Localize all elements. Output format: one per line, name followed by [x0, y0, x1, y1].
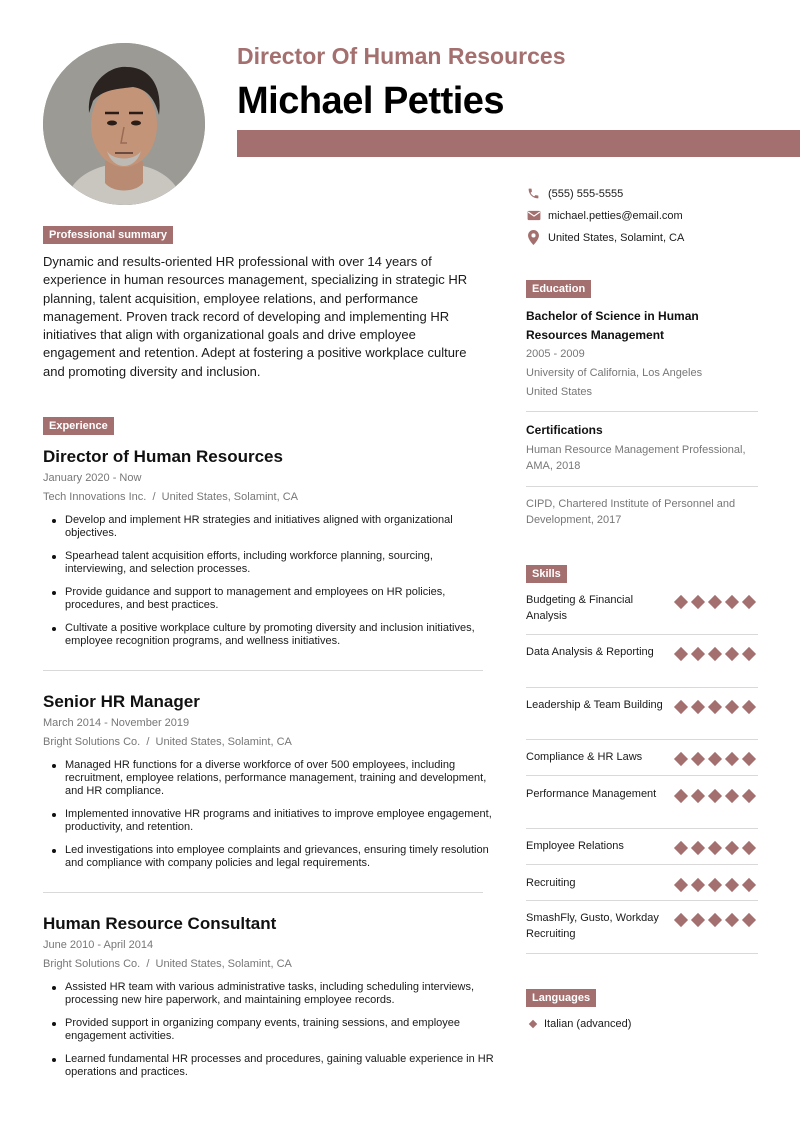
divider	[526, 775, 758, 776]
rating-diamond-icon	[725, 789, 739, 803]
education-degree: Bachelor of Science in Human Resources Management	[526, 309, 699, 342]
rating-diamond-icon	[742, 647, 756, 661]
list-item: Managed HR functions for a diverse workforce of over 500 employees, including recruitment, employee relations, performance management, training and development, and HR compliance.	[43, 759, 495, 798]
skill-name: Recruiting	[526, 877, 576, 889]
job-separator: /	[152, 491, 156, 503]
job-company: Bright Solutions Co.	[43, 958, 141, 970]
rating-diamond-icon	[742, 913, 756, 927]
language-name: Italian (advanced)	[544, 1018, 632, 1030]
divider	[526, 411, 758, 412]
rating-diamond-icon	[708, 841, 722, 855]
profile-photo	[43, 43, 205, 205]
divider	[526, 687, 758, 688]
job-title: Director of Human Resources	[43, 447, 283, 466]
skill-name: Leadership & Team Building	[526, 699, 663, 711]
rating-diamond-icon	[674, 647, 688, 661]
rating-diamond-icon	[674, 878, 688, 892]
skill-name: Performance Management	[526, 788, 657, 800]
rating-diamond-icon	[674, 841, 688, 855]
divider	[43, 892, 483, 893]
header-job-title: Director Of Human Resources	[237, 43, 566, 69]
contact-phone	[526, 186, 623, 201]
skill-rating	[674, 841, 756, 855]
header-name: Michael Petties	[237, 80, 505, 122]
job-bullets	[43, 514, 495, 648]
divider	[526, 828, 758, 829]
divider	[526, 634, 758, 635]
rating-diamond-icon	[691, 878, 705, 892]
job-separator: /	[146, 958, 150, 970]
skill-name: SmashFly, Gusto, Workday Recruiting	[526, 912, 659, 940]
rating-diamond-icon	[742, 752, 756, 766]
job-company-location	[43, 490, 495, 504]
certification-item: CIPD, Chartered Institute of Personnel and Development, 2017	[526, 498, 736, 526]
certification-item: Human Resource Management Professional, AMA, 2018	[526, 444, 746, 472]
language-item	[530, 1018, 631, 1030]
rating-diamond-icon	[725, 595, 739, 609]
list-item: Cultivate a positive workplace culture by promoting diversity and inclusion initiatives, employee recognition programs, and wellness initiatives.	[43, 622, 495, 648]
summary-text: Dynamic and results-oriented HR professional with over 14 years of experience in human resources management, specializing in strategic HR planning, talent acquisition, employee relations, and performance management. Proven track record of developing and implementing HR initiatives that align with organizational goals and drive employee engagement and retention. Adept at fostering a positive workplace culture and promoting diversity and inclusion.	[43, 254, 468, 379]
section-label-education: Education	[526, 280, 591, 298]
rating-diamond-icon	[691, 913, 705, 927]
section-label-skills: Skills	[526, 565, 567, 583]
contact-phone-text: (555) 555-5555	[548, 187, 624, 200]
skill-name: Compliance & HR Laws	[526, 751, 643, 763]
job-entry	[43, 692, 495, 880]
skill-name: Data Analysis & Reporting	[526, 646, 654, 658]
divider	[526, 486, 758, 487]
skill-rating	[674, 752, 756, 766]
job-separator: /	[146, 736, 150, 748]
divider	[526, 739, 758, 740]
rating-diamond-icon	[691, 700, 705, 714]
contact-location-text: United States, Solamint, CA	[548, 231, 685, 244]
section-label-experience: Experience	[43, 417, 114, 435]
skill-name: Budgeting & Financial Analysis	[526, 594, 634, 622]
job-company: Bright Solutions Co.	[43, 736, 141, 748]
rating-diamond-icon	[708, 752, 722, 766]
education-country: United States	[526, 386, 593, 398]
skill-rating	[674, 789, 756, 803]
rating-diamond-icon	[742, 878, 756, 892]
divider	[526, 864, 758, 865]
rating-diamond-icon	[708, 913, 722, 927]
list-item: Develop and implement HR strategies and initiatives aligned with organizational objectives.	[43, 514, 495, 540]
job-dates: January 2020 - Now	[43, 472, 142, 484]
section-label-summary: Professional summary	[43, 226, 173, 244]
job-entry	[43, 914, 495, 1089]
rating-diamond-icon	[725, 700, 739, 714]
education-entry	[526, 307, 758, 402]
skill-rating	[674, 913, 756, 927]
job-location: United States, Solamint, CA	[155, 958, 292, 970]
job-location: United States, Solamint, CA	[155, 736, 292, 748]
phone-icon	[526, 186, 541, 201]
rating-diamond-icon	[708, 878, 722, 892]
email-icon	[526, 208, 541, 223]
list-item: Spearhead talent acquisition efforts, including workforce planning, sourcing, interviewing, and selection processes.	[43, 550, 495, 576]
rating-diamond-icon	[708, 789, 722, 803]
rating-diamond-icon	[691, 789, 705, 803]
contact-email-text: michael.petties@email.com	[548, 209, 683, 222]
location-pin-icon	[526, 230, 541, 245]
contact-email	[526, 208, 683, 223]
skill-rating	[674, 647, 756, 661]
rating-diamond-icon	[742, 789, 756, 803]
rating-diamond-icon	[725, 647, 739, 661]
job-title: Human Resource Consultant	[43, 914, 277, 933]
avatar	[43, 43, 205, 205]
rating-diamond-icon	[708, 700, 722, 714]
skill-rating	[674, 878, 756, 892]
rating-diamond-icon	[674, 752, 688, 766]
job-company-location	[43, 735, 495, 749]
rating-diamond-icon	[674, 789, 688, 803]
rating-diamond-icon	[674, 913, 688, 927]
rating-diamond-icon	[674, 700, 688, 714]
list-item: Learned fundamental HR processes and procedures, gaining valuable experience in HR operations and practices.	[43, 1053, 495, 1079]
rating-diamond-icon	[742, 841, 756, 855]
rating-diamond-icon	[708, 595, 722, 609]
job-entry	[43, 447, 495, 658]
job-company: Tech Innovations Inc.	[43, 491, 147, 503]
divider	[526, 900, 758, 901]
job-location: United States, Solamint, CA	[161, 491, 298, 503]
rating-diamond-icon	[691, 647, 705, 661]
section-label-languages: Languages	[526, 989, 596, 1007]
contact-location	[526, 230, 684, 245]
rating-diamond-icon	[742, 700, 756, 714]
rating-diamond-icon	[674, 595, 688, 609]
rating-diamond-icon	[742, 595, 756, 609]
rating-diamond-icon	[725, 913, 739, 927]
job-bullets	[43, 981, 495, 1079]
rating-diamond-icon	[725, 752, 739, 766]
skill-name: Employee Relations	[526, 840, 624, 852]
job-bullets	[43, 759, 495, 870]
list-item: Provided support in organizing company events, training sessions, and employee engagement activities.	[43, 1017, 495, 1043]
education-school: University of California, Los Angeles	[526, 367, 703, 379]
job-dates: June 2010 - April 2014	[43, 939, 154, 951]
rating-diamond-icon	[691, 841, 705, 855]
list-item: Provide guidance and support to management and employees on HR policies, procedures, and best practices.	[43, 586, 495, 612]
diamond-bullet-icon	[529, 1020, 537, 1028]
rating-diamond-icon	[691, 595, 705, 609]
rating-diamond-icon	[708, 647, 722, 661]
divider	[526, 953, 758, 954]
rating-diamond-icon	[725, 841, 739, 855]
accent-bar	[237, 130, 800, 157]
job-dates: March 2014 - November 2019	[43, 717, 190, 729]
list-item: Led investigations into employee complaints and grievances, ensuring timely resolution and compliance with company policies and legal requirements.	[43, 844, 495, 870]
skill-rating	[674, 595, 756, 609]
divider	[43, 670, 483, 671]
skill-rating	[674, 700, 756, 714]
list-item: Assisted HR team with various administrative tasks, including scheduling interviews, processing new hire paperwork, and maintaining employee records.	[43, 981, 495, 1007]
rating-diamond-icon	[725, 878, 739, 892]
list-item: Implemented innovative HR programs and initiatives to improve employee engagement, productivity, and retention.	[43, 808, 495, 834]
education-dates: 2005 - 2009	[526, 348, 585, 360]
job-title: Senior HR Manager	[43, 692, 200, 711]
rating-diamond-icon	[691, 752, 705, 766]
certifications-heading: Certifications	[526, 423, 603, 437]
job-company-location	[43, 957, 495, 971]
